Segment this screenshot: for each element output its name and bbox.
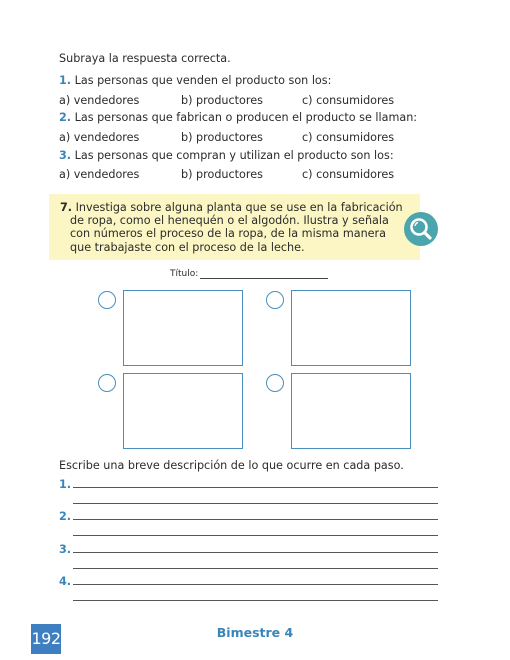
- answer-line[interactable]: [73, 519, 438, 520]
- drawing-box[interactable]: [123, 290, 243, 366]
- question-text: Las personas que fabrican o producen el producto se llaman:: [74, 111, 418, 124]
- step-number: 4.: [59, 575, 72, 588]
- answer-line[interactable]: [73, 487, 438, 488]
- option-c[interactable]: c) consumidores: [302, 131, 395, 144]
- step-number-circle[interactable]: [266, 291, 284, 309]
- option-a[interactable]: a) vendedores: [59, 94, 140, 107]
- answer-line[interactable]: [73, 584, 438, 585]
- option-a[interactable]: a) vendedores: [59, 168, 140, 181]
- drawing-box[interactable]: [291, 290, 411, 366]
- activity-line: que trabajaste con el proceso de la leche.: [70, 240, 305, 254]
- option-c[interactable]: c) consumidores: [302, 168, 395, 181]
- option-c[interactable]: c) consumidores: [302, 94, 395, 107]
- drawing-box[interactable]: [291, 373, 411, 449]
- question-number: 3.: [59, 149, 72, 162]
- question-text: Las personas que venden el producto son los:: [74, 74, 332, 87]
- option-a[interactable]: a) vendedores: [59, 131, 140, 144]
- activity-line: de ropa, como el henequén o el algodón. Ilustra y señala: [70, 214, 389, 228]
- instruction-text: Subraya la respuesta correcta.: [59, 52, 231, 65]
- option-b[interactable]: b) productores: [181, 168, 263, 181]
- answer-line[interactable]: [73, 568, 438, 569]
- step-number-circle[interactable]: [266, 374, 284, 392]
- question-1: [59, 74, 331, 88]
- description-prompt: Escribe una breve descripción de lo que ocurre en cada paso.: [59, 459, 404, 472]
- step-number: 1.: [59, 478, 72, 491]
- activity-box: [49, 194, 420, 260]
- activity-line: 7. Investiga sobre alguna planta que se use en la fabricación: [60, 201, 403, 214]
- question-number: 1.: [59, 74, 72, 87]
- step-number: 2.: [59, 510, 72, 523]
- option-b[interactable]: b) productores: [181, 131, 263, 144]
- option-b[interactable]: b) productores: [181, 94, 263, 107]
- title-input-line[interactable]: [200, 278, 328, 279]
- drawing-box[interactable]: [123, 373, 243, 449]
- step-number: 3.: [59, 543, 72, 556]
- question-3: [59, 149, 394, 163]
- question-text: Las personas que compran y utilizan el producto son los:: [74, 149, 394, 162]
- step-number-circle[interactable]: [98, 291, 116, 309]
- answer-line[interactable]: [73, 552, 438, 553]
- activity-number: 7.: [60, 201, 73, 214]
- section-footer: Bimestre 4: [216, 625, 294, 640]
- answer-line[interactable]: [73, 503, 438, 504]
- activity-text: [60, 201, 405, 254]
- page-number: 192: [31, 624, 61, 654]
- activity-line: con números el proceso de la ropa, de la misma manera: [70, 227, 387, 241]
- magnifier-icon: [404, 212, 438, 246]
- research-badge: [404, 212, 438, 246]
- answer-line[interactable]: [73, 535, 438, 536]
- question-2: [59, 111, 417, 125]
- question-number: 2.: [59, 111, 72, 124]
- answer-line[interactable]: [73, 600, 438, 601]
- title-label: Título:: [170, 269, 199, 279]
- step-number-circle[interactable]: [98, 374, 116, 392]
